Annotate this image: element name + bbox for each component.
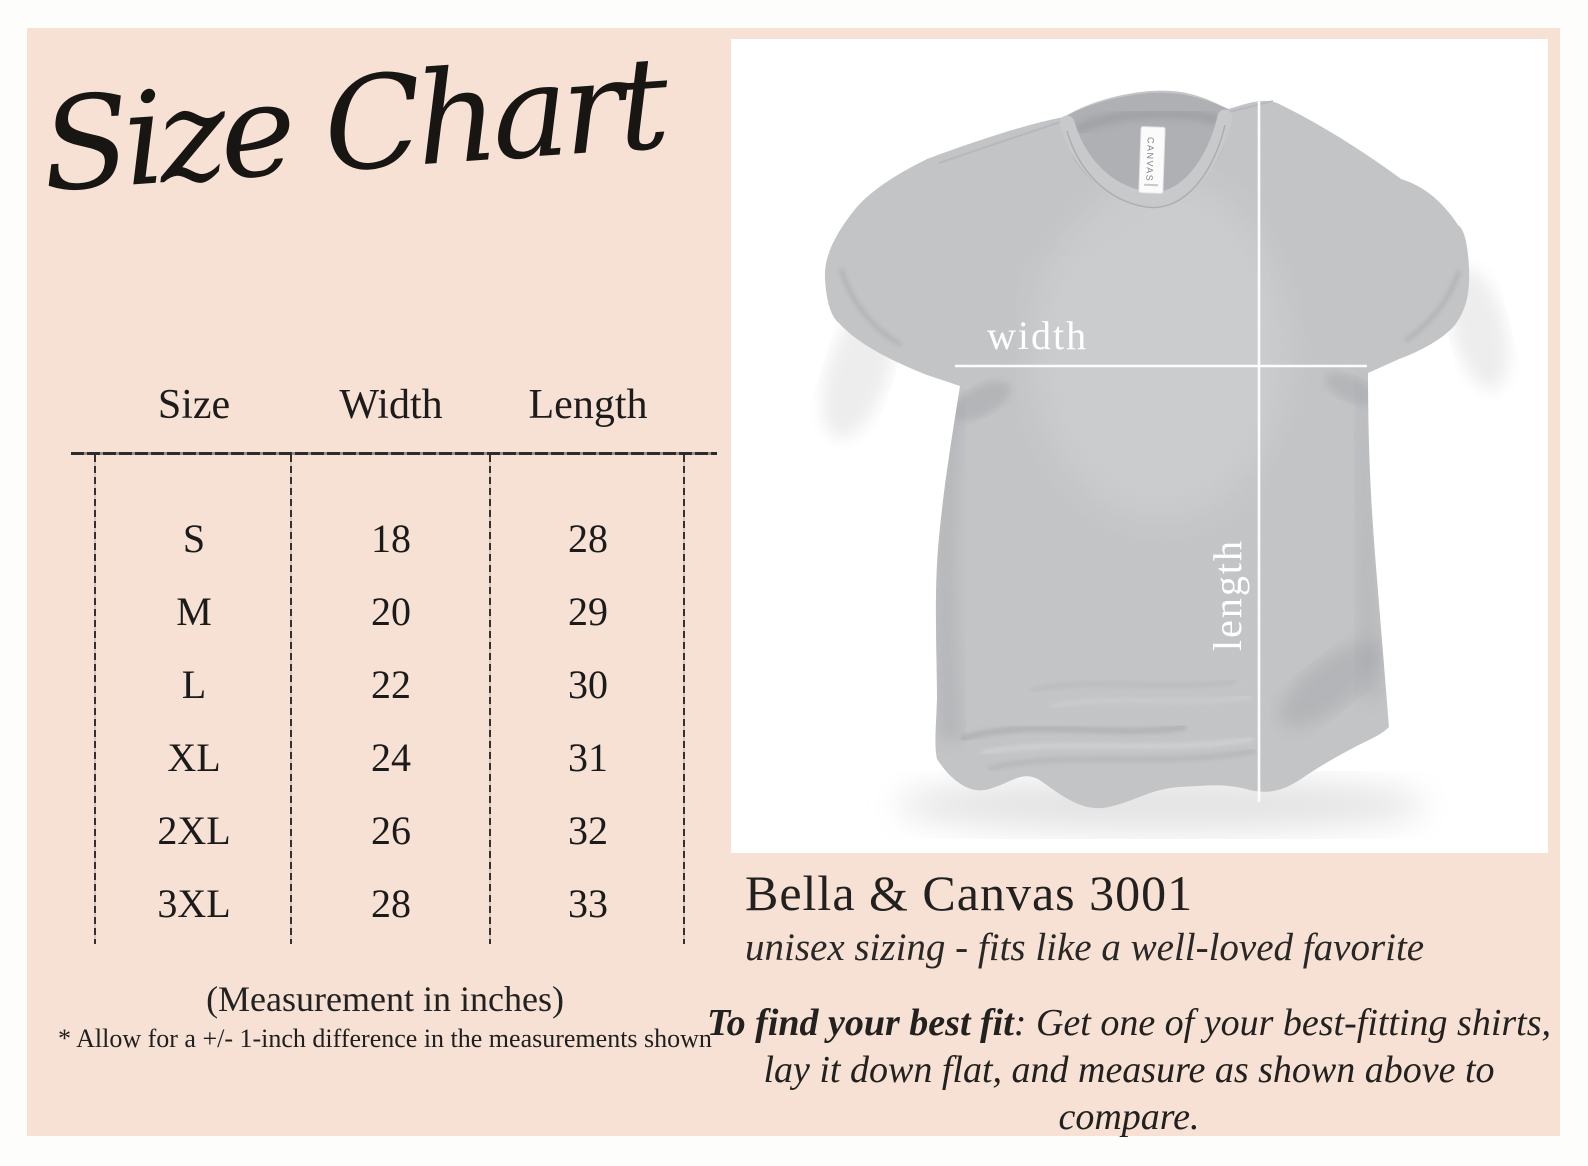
- product-name: Bella & Canvas 3001: [745, 865, 1194, 921]
- table-cell: 3XL: [157, 881, 231, 926]
- table-cell: 24: [371, 735, 411, 780]
- table-cell: 20: [371, 589, 411, 634]
- table-cell: M: [176, 589, 212, 634]
- table-horizontal-rule: [71, 452, 717, 455]
- measurement-note: (Measurement in inches): [206, 979, 564, 1019]
- neck-tag: [1139, 127, 1165, 194]
- length-label: length: [1205, 539, 1250, 651]
- table-cell: 18: [371, 516, 411, 561]
- column-header-size: Size: [157, 382, 231, 428]
- table-cell: 31: [568, 735, 608, 780]
- table-cell: 32: [568, 808, 608, 853]
- table-cell: XL: [167, 735, 221, 780]
- table-cell: 29: [568, 589, 608, 634]
- tolerance-footnote: * Allow for a +/- 1-inch difference in the measurements shown: [58, 1024, 712, 1053]
- product-tagline: unisex sizing - fits like a well-loved favorite: [745, 926, 1425, 969]
- table-cell: L: [181, 662, 207, 707]
- table-cell: S: [182, 516, 206, 561]
- fit-tip-rest: : Get one of your best-fitting shirts,: [1013, 1002, 1552, 1044]
- table-cell: 28: [568, 516, 608, 561]
- table-cell: 22: [371, 662, 411, 707]
- page-title: Size Chart: [37, 29, 668, 222]
- column-header-length: Length: [528, 382, 648, 428]
- table-cell: 28: [371, 881, 411, 926]
- table-vertical-line: [290, 455, 292, 944]
- table-cell: 2XL: [157, 808, 231, 853]
- tag-brand-text: CANVAS: [1144, 136, 1156, 183]
- table-cell: 30: [568, 662, 608, 707]
- width-label: width: [987, 313, 1089, 358]
- table-vertical-line: [489, 455, 491, 944]
- fit-tip-lead: To find your best fit: [706, 1002, 1014, 1044]
- fit-tip: [703, 1000, 1555, 1141]
- product-photo: [731, 39, 1548, 853]
- table-vertical-line: [94, 455, 96, 944]
- column-header-width: Width: [339, 382, 443, 428]
- table-cell: 26: [371, 808, 411, 853]
- table-vertical-line: [683, 455, 685, 944]
- table-cell: 33: [568, 881, 608, 926]
- tshirt-graphic: [731, 39, 1548, 853]
- fit-tip-line2: lay it down flat, and measure as shown above to compare.: [763, 1049, 1495, 1138]
